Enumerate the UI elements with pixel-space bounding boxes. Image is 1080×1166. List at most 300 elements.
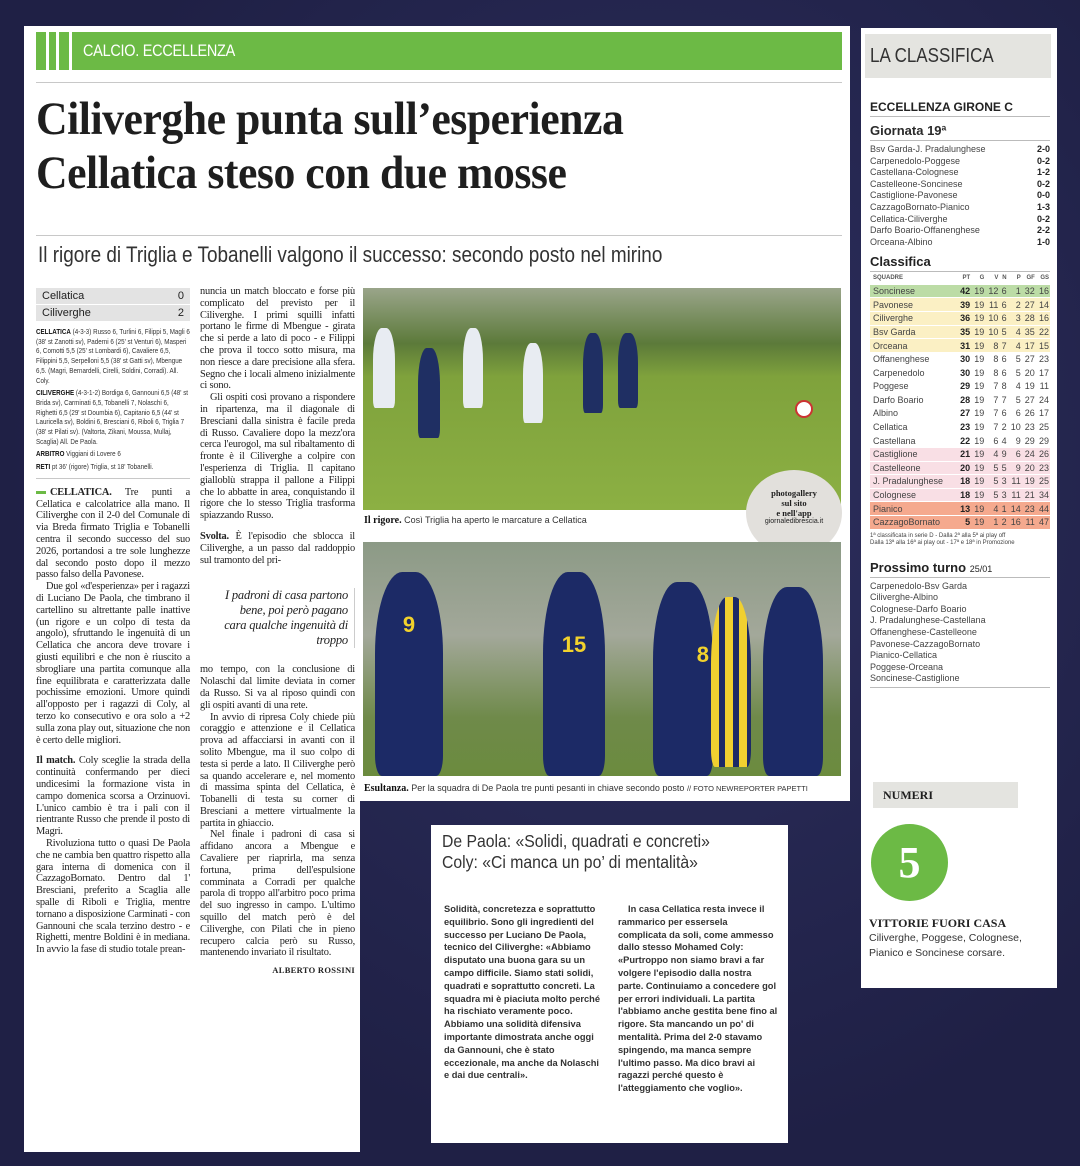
stat-cell: 19: [1022, 475, 1036, 489]
stat-cell: 10: [1008, 420, 1022, 434]
stat-cell: 20: [1022, 366, 1036, 380]
caption-lead: Esultanza.: [364, 783, 409, 794]
stat-cell: 12: [985, 284, 999, 298]
team-name: Albino: [870, 407, 957, 421]
headline-line-2: Cellatica steso con due mosse: [36, 147, 567, 199]
stat-cell: 11: [1008, 475, 1022, 489]
stat-cell: 7: [985, 393, 999, 407]
interview-title-line: De Paola: «Solidi, quadrati e concreti»: [442, 831, 710, 851]
stat-cell: 19: [971, 325, 985, 339]
stat-cell: 21: [1022, 488, 1036, 502]
paragraph-text: Tre punti a Cellatica e calcolatrice alla mano. Il Ciliverghe con il 2-0 del Comunale di via Breda firmato Triglia e Tobanelli centra il secondo successo del suo 2026, portandosi a tre sole lunghezze dal secondo posto dopo il mezzo passo falso della Pavonese.: [36, 486, 190, 581]
paragraph: Gli ospiti così provano a rispondere in ripartenza, ma il diagonale di Bresciani dalla sinistra è facile preda di Russo. Cavaliere dopo la mezz'ora cerca l'eurogol, ma sul ribaltamento di fronte è il Ciliverghe a colpire con l'esperienza di Triglia. Il capitano gialloblù strappa il pallone a Filippi che lo abbatte in area, conquistando il rigore che lo stesso Triglia trasforma spiazzando Russo.: [200, 392, 355, 522]
result-match: Carpenedolo-Poggese: [870, 155, 961, 166]
stat-cell: 3: [1008, 312, 1022, 326]
stat-cell: 20: [957, 461, 971, 475]
goals: [36, 462, 190, 472]
stat-cell: 6: [999, 352, 1007, 366]
team-goals: 0: [177, 290, 184, 302]
referee-label: ARBITRO: [36, 449, 65, 459]
player-figure: [418, 348, 440, 438]
standings-row: [870, 461, 1050, 475]
sidebar-header: [865, 34, 1051, 78]
subheadline: Il rigore di Triglia e Tobanelli valgono il successo: secondo posto nel mirino: [38, 242, 663, 267]
standings-row: [870, 475, 1050, 489]
divider: [36, 235, 842, 236]
stat-cell: 19: [971, 488, 985, 502]
stat-cell: 27: [1022, 298, 1036, 312]
interview-column-2: In casa Cellatica resta invece il rammarico per essersela complicata da soli, come ammesso dallo stesso Mohamed Coly: «Purtroppo non siamo bravi a far volgere l'episodio dalla nostra parte. Continuiamo a concedere gol per errori individuali. La partita l'abbiamo anche gestita bene fino al rigore. Sta mancando un po' di mentalità. Prima del 2-0 stavamo spingendo, ma manca sempre l'ultimo passo. Ma dico bravi ai ragazzi perché questo è l'atteggiamento che voglio».: [618, 904, 778, 1094]
stat-cell: 32: [1022, 284, 1036, 298]
stat-cell: 11: [985, 298, 999, 312]
stat-cell: 19: [971, 515, 985, 529]
stat-cell: 4: [1008, 339, 1022, 353]
stat-cell: 19: [971, 407, 985, 421]
interview-column-1: Solidità, concretezza e soprattutto equilibrio. Sono gli ingredienti del successo per Luciano De Paola, tecnico del Ciliverghe: «Abbiamo disputato una buona gara su un campo difficile. Siamo stati solidi, quadrati e soprattutto concreti. La squadra mi è piaciuta molto perché ha rischiato veramente poco. Abbiamo una solidità difensiva importante dimostrata anche oggi da Gannouni, che è stato eccezionale, ma anche da Nolaschi e dai due centrali».: [444, 904, 601, 1081]
stat-cell: 28: [1022, 312, 1036, 326]
player-figure: [583, 333, 603, 413]
standings-row: [870, 366, 1050, 380]
fixture-row: Ciliverghe-Albino: [870, 592, 939, 603]
stat-cell: 47: [1036, 515, 1050, 529]
stat-cell: 19: [971, 502, 985, 516]
paragraph-text: È l'episodio che sblocca il Ciliverghe, a un passo dal raddoppio sul tramonto del pri-: [200, 530, 355, 566]
section-kicker: CALCIO. ECCELLENZA: [83, 41, 236, 60]
stat-cell: 17: [1036, 407, 1050, 421]
stat-cell: 19: [1022, 380, 1036, 394]
pull-quote: I padroni di casa partono bene, poi però pagano cara qualche ingenuità di troppo: [221, 588, 355, 648]
score-box: [36, 288, 190, 321]
stat-cell: 25: [1036, 420, 1050, 434]
player-figure: [763, 587, 823, 776]
result-row: [870, 237, 1050, 249]
article-column-1: [36, 288, 190, 956]
stat-cell: 31: [957, 339, 971, 353]
photo-caption: [364, 515, 587, 526]
gallery-line: e nell'app: [776, 508, 812, 518]
result-score: 0-0: [1036, 190, 1050, 201]
result-score: 0-2: [1036, 178, 1050, 189]
stat-cell: 4: [1008, 380, 1022, 394]
stat-cell: 11: [1008, 488, 1022, 502]
column-header: V: [985, 272, 999, 284]
number-text: Ciliverghe, Poggese, Colognese, Pianico e Soncinese corsare.: [869, 932, 1022, 959]
lineups: [36, 327, 190, 472]
column-header: P: [1008, 272, 1022, 284]
stat-cell: 19: [971, 393, 985, 407]
number-title: VITTORIE FUORI CASA: [869, 916, 1007, 930]
stat-cell: 1: [985, 515, 999, 529]
stat-cell: 16: [1008, 515, 1022, 529]
stat-cell: 6: [999, 298, 1007, 312]
standings-note: [870, 533, 1050, 548]
lineup-label: CILIVERGHE: [36, 388, 75, 398]
stat-cell: 17: [1036, 366, 1050, 380]
stat-cell: 11: [1036, 380, 1050, 394]
paragraph-text: Coly sceglie la strada della continuità confermando per dieci undicesimi la formazione vista in campo domenica scorsa a Orzinuovi. L'unico cambio è tra i pali con il rientrante Russo che prende il posto di Magri.: [36, 755, 190, 838]
standings-sidebar: [861, 28, 1057, 988]
result-match: Bsv Garda-J. Pradalunghese: [870, 144, 986, 154]
result-match: Castelleone-Soncinese: [870, 178, 963, 189]
team-goals: 2: [177, 307, 184, 319]
sidebar-header-text: LA CLASSIFICA: [870, 45, 994, 67]
stat-cell: 23: [957, 420, 971, 434]
interview-title: [442, 831, 710, 873]
stat-cell: 6: [1008, 447, 1022, 461]
stat-cell: 7: [999, 393, 1007, 407]
stat-cell: 8: [985, 366, 999, 380]
article-column-2: [200, 286, 355, 975]
league-title: ECCELLENZA GIRONE C: [870, 100, 1050, 117]
stat-cell: 8: [999, 380, 1007, 394]
team-name: J. Pradalunghese: [870, 475, 957, 489]
standings-title: Classifica: [870, 254, 1050, 272]
fixture-row: Colognese-Darfo Boario: [870, 603, 967, 614]
photo-credit: // FOTO NEWREPORTER PAPETTI: [686, 784, 808, 793]
stat-cell: 5: [985, 461, 999, 475]
result-row: [870, 225, 1050, 237]
result-row: [870, 167, 1050, 179]
stat-cell: 6: [999, 284, 1007, 298]
result-row: [870, 190, 1050, 202]
interview-title-line: Coly: «Ci manca un po’ di mentalità»: [442, 852, 698, 872]
team-name: Bsv Garda: [870, 325, 957, 339]
stat-cell: 7: [985, 420, 999, 434]
caption-lead: Il rigore.: [364, 515, 402, 526]
column-header: GS: [1036, 272, 1050, 284]
next-round-title: [870, 560, 1050, 578]
divider: [36, 82, 842, 83]
paragraph: mo tempo, con la conclusione di Nolaschi dal limite deviata in corner da Russo. Si va al riposo quindi con gli ospiti avanti di una rete.: [200, 664, 355, 711]
team-name: Pianico: [870, 502, 957, 516]
stat-cell: 6: [1008, 407, 1022, 421]
stat-cell: 42: [957, 284, 971, 298]
interview-box: [431, 825, 788, 1143]
stat-cell: 8: [985, 339, 999, 353]
standings-header-row: [870, 272, 1050, 284]
stat-cell: 22: [1036, 325, 1050, 339]
stat-cell: 19: [971, 366, 985, 380]
standings-row: [870, 447, 1050, 461]
stat-cell: 23: [1022, 420, 1036, 434]
player-figure: [523, 343, 543, 423]
stat-cell: 5: [957, 515, 971, 529]
standings-row: [870, 434, 1050, 448]
paragraph: Nel finale i padroni di casa si affidano ancora a Mbengue e Cavaliere per riaprirla, ma senza fortuna, prima dell'espulsione comminata a Corradi per qualche parola di troppo all'arbitro poco prima del suo ingresso in campo. L'ultimo squillo del match però è del Ciliverghe, con Pilati che in pieno recupero calcia però su Russo, mantenendo invariato il risultato.: [200, 829, 355, 959]
fixture-row: Offanenghese-Castelleone: [870, 626, 977, 637]
gallery-line: sul sito: [781, 498, 807, 508]
stat-cell: 29: [957, 380, 971, 394]
stat-cell: 19: [971, 352, 985, 366]
result-score: 0-2: [1036, 213, 1050, 224]
stat-cell: 30: [957, 366, 971, 380]
team-name: Cellatica: [870, 420, 957, 434]
stat-cell: 18: [957, 475, 971, 489]
stat-cell: 19: [971, 434, 985, 448]
stat-cell: 6: [985, 434, 999, 448]
stat-cell: 30: [957, 352, 971, 366]
dateline: CELLATICA.: [50, 486, 112, 498]
standings-row: [870, 352, 1050, 366]
stat-cell: 4: [999, 434, 1007, 448]
stat-cell: 36: [957, 312, 971, 326]
player-figure: 15: [543, 572, 605, 776]
stat-cell: 19: [971, 284, 985, 298]
paragraph: [36, 755, 190, 838]
lead-marker: [36, 491, 46, 494]
next-date: 25/01: [969, 563, 993, 574]
stat-cell: 28: [957, 393, 971, 407]
result-score: 1-2: [1036, 167, 1050, 178]
lineup-ciliverghe: [36, 388, 190, 446]
stat-cell: 35: [1022, 325, 1036, 339]
stat-cell: 15: [1036, 339, 1050, 353]
result-match: Castiglione-Pavonese: [870, 190, 958, 201]
result-match: Cellatica-Ciliverghe: [870, 213, 948, 224]
team-name: Offanenghese: [870, 352, 957, 366]
stat-cell: 5: [1008, 352, 1022, 366]
big-number: 5: [871, 824, 948, 901]
score-row: [36, 288, 190, 304]
team-name: Orceana: [870, 339, 957, 353]
stat-cell: 26: [1022, 407, 1036, 421]
stat-cell: 19: [971, 461, 985, 475]
stat-cell: 5: [999, 461, 1007, 475]
standings-row: [870, 298, 1050, 312]
result-row: [870, 202, 1050, 214]
stat-cell: 16: [1036, 284, 1050, 298]
stat-cell: 1: [999, 502, 1007, 516]
standings-row: [870, 502, 1050, 516]
round-title: Giornata 19ª: [870, 123, 1050, 141]
stat-cell: 10: [985, 312, 999, 326]
stat-cell: 1: [1008, 284, 1022, 298]
player-figure: [618, 333, 638, 408]
stat-cell: 34: [1036, 488, 1050, 502]
headline-line-1: Ciliverghe punta sull’esperienza: [36, 93, 624, 145]
stat-cell: 4: [1008, 325, 1022, 339]
column-header: G: [971, 272, 985, 284]
team-name: Poggese: [870, 380, 957, 394]
article-column-1-text: [36, 487, 190, 956]
stat-cell: 4: [985, 447, 999, 461]
stat-cell: 5: [985, 488, 999, 502]
column-header: PT: [957, 272, 971, 284]
stat-cell: 13: [957, 502, 971, 516]
stat-cell: 27: [1022, 393, 1036, 407]
divider: [36, 478, 190, 479]
result-score: 2-2: [1036, 225, 1050, 236]
team-name: Ciliverghe: [42, 307, 91, 319]
stat-cell: 14: [1008, 502, 1022, 516]
standings-row: [870, 407, 1050, 421]
byline: ALBERTO ROSSINI: [272, 965, 355, 976]
result-row: [870, 156, 1050, 168]
fixture-row: Pianico-Cellatica: [870, 650, 938, 661]
team-name: Ciliverghe: [870, 312, 957, 326]
stat-cell: 18: [957, 488, 971, 502]
paragraph: Due gol «d'esperienza» per i ragazzi di Luciano De Paola, che timbrano il cartellino su altrettante palle inattive (un rigore e un colpo di testa da angolo), sfruttando le ingenuità di un Cellatica che ancora deve trovare i giusti equilibri e che non è riuscito a sbrogliare una partita comunque alla fine equilibrata e caratterizzata dalle pochissime emozioni. Umore quindi all'opposto per i ragazzi di Coly, al terzo ko consecutivo e ora solo a +2 sulla zona play out, situazione che non è certo delle migliori.: [36, 581, 190, 746]
stat-cell: 3: [999, 488, 1007, 502]
stat-cell: 17: [1022, 339, 1036, 353]
standings-row: [870, 325, 1050, 339]
stat-cell: 2: [999, 420, 1007, 434]
team-name: Cellatica: [42, 290, 85, 302]
stat-cell: 5: [999, 325, 1007, 339]
stat-cell: 26: [1036, 447, 1050, 461]
column-header: GF: [1022, 272, 1036, 284]
stat-cell: 19: [971, 339, 985, 353]
result-match: CazzagoBornato-Pianico: [870, 201, 970, 212]
fixture-row: Poggese-Orceana: [870, 661, 944, 672]
stat-cell: 29: [1036, 434, 1050, 448]
stat-cell: 19: [971, 380, 985, 394]
fixture-row: J. Pradalunghese-Castellana: [870, 615, 986, 626]
goals-text: pt 36' (rigore) Triglia, st 18' Tobanelli.: [51, 462, 154, 472]
stat-cell: 4: [985, 502, 999, 516]
headline: [36, 92, 623, 200]
standings-row: [870, 393, 1050, 407]
stat-cell: 23: [1036, 461, 1050, 475]
stat-cell: 23: [1022, 502, 1036, 516]
stat-cell: 24: [1022, 447, 1036, 461]
caption-text: Così Triglia ha aperto le marcature a Cellatica: [404, 515, 587, 525]
paragraph: Rivoluziona tutto o quasi De Paola che ne cambia ben quattro rispetto alla gara interna di domenica con il CazzagoBornato. Dentro dal 1' Bresciani, preferito a Scaglia alle spalle di Riboli e Triglia, mentre tornano a disposizione Carminati - con Gannouni che scala terzino destro - e Righetti, mentre Boldini è in mediana. In avvio la fase di studio totale prean-: [36, 837, 190, 956]
result-match: Darfo Boario-Offanenghese: [870, 225, 980, 236]
paragraph: [36, 487, 190, 581]
stat-cell: 5: [1008, 393, 1022, 407]
stat-cell: 9: [999, 447, 1007, 461]
lineup-text: (4-3-3) Russo 6, Turlini 6, Filippi 5, Magli 6 (38' st Zanotti sv), Paderni 6 (25' st Venturi 6), Masperi 6, Comotti 5,5 (25' st Lombardi 6), Cavaliere 6,5, Filippini 5,5, Serpelloni 5,5 (38' st Gatti sv), Mbengue 6,5. (Magri, Bernardelli, Cirelli, Soldini, Corradi). All. Coly.: [36, 327, 190, 385]
paragraph: [200, 531, 355, 566]
photo-caption: [364, 783, 808, 794]
referee: [36, 449, 190, 459]
stat-cell: 14: [1036, 298, 1050, 312]
gallery-line: photogallery: [771, 488, 817, 498]
caption-text: Per la squadra di De Paola tre punti pesanti in chiave secondo posto: [411, 783, 685, 793]
section-band: [36, 32, 842, 70]
gallery-url[interactable]: giornaledibrescia.it: [764, 518, 824, 525]
stat-cell: 6: [999, 366, 1007, 380]
team-name: Soncinese: [870, 284, 957, 298]
player-figure: [463, 328, 483, 408]
stat-cell: 6: [999, 312, 1007, 326]
team-name: Castellana: [870, 434, 957, 448]
stat-cell: 24: [1036, 393, 1050, 407]
stat-cell: 5: [985, 475, 999, 489]
stat-cell: 7: [999, 339, 1007, 353]
stat-cell: 25: [1036, 475, 1050, 489]
stat-cell: 21: [957, 447, 971, 461]
photo-celebration[interactable]: [363, 542, 841, 776]
team-name: Pavonese: [870, 298, 957, 312]
stat-cell: 22: [957, 434, 971, 448]
result-score: 2-0: [1036, 144, 1050, 154]
column-header: SQUADRE: [870, 272, 957, 284]
stat-cell: 8: [985, 352, 999, 366]
stat-cell: 7: [985, 380, 999, 394]
standings-row: [870, 312, 1050, 326]
stat-cell: 5: [1008, 366, 1022, 380]
goals-label: RETI: [36, 462, 51, 472]
results-list: [870, 144, 1050, 248]
player-figure: [373, 328, 395, 408]
stat-cell: 35: [957, 325, 971, 339]
team-name: Carpenedolo: [870, 366, 957, 380]
stat-cell: 3: [999, 475, 1007, 489]
stat-cell: 27: [957, 407, 971, 421]
team-name: CazzagoBornato: [870, 515, 957, 529]
player-figure: [711, 597, 751, 767]
stat-cell: 9: [1008, 434, 1022, 448]
column-header: N: [999, 272, 1007, 284]
result-row: [870, 179, 1050, 191]
standings-row: [870, 339, 1050, 353]
referee-text: Viggiani di Lovere 6: [66, 449, 121, 459]
standings-table: [870, 272, 1050, 529]
team-name: Castiglione: [870, 447, 957, 461]
stat-cell: 19: [971, 475, 985, 489]
league-block: [870, 100, 1050, 688]
fixture-row: Soncinese-Castiglione: [870, 673, 960, 684]
result-score: 1-3: [1036, 201, 1050, 212]
lineup-text: (4-3-1-2) Bordiga 6, Gannouni 6,5 (48' st Brida sv), Carminati 6,5, Tobanelli 7, Nolaschi 6, Righetti 6,5 (29' st Doumbia 6), Capitanio 6,5 (44' st Lauricella sv), Boldini 6, Bresciani 6, Riboli 6, Triglia 7 (38' st Pilati sv). (Valtorta, Zikani, Moussa, Mullaj, Scaglia) All. De Paola.: [36, 388, 189, 446]
lineup-label: CELLATICA: [36, 327, 71, 336]
paragraph: nuncia un match bloccato e forse più complicato del previsto per il Ciliverghe. I primi squilli infatti portano le firme di Mbengue - girata che si perde a lato di poco - e Filippi che prova il tocco sotto misura, ma non riesce a dare precisione alla sfera. Segno che i locali almeno inizialmente ci sono.: [200, 286, 355, 392]
result-score: 0-2: [1036, 155, 1050, 166]
result-match: Orceana-Albino: [870, 236, 933, 247]
number-description: [869, 916, 1055, 961]
numbers-header: NUMERI: [873, 782, 1018, 808]
result-row: [870, 144, 1050, 156]
stat-cell: 11: [1022, 515, 1036, 529]
stat-cell: 19: [971, 312, 985, 326]
result-match: Castellana-Colognese: [870, 167, 959, 178]
result-row: [870, 214, 1050, 226]
team-name: Castelleone: [870, 461, 957, 475]
stat-cell: 29: [1022, 434, 1036, 448]
note-line: Dalla 13ª alla 16ª ai play out - 17ª e 18ª in Promozione: [870, 540, 1015, 547]
standings-row: [870, 284, 1050, 298]
stat-cell: 19: [971, 298, 985, 312]
fixture-row: Carpenedolo-Bsv Garda: [870, 580, 968, 591]
stat-cell: 19: [971, 447, 985, 461]
paragraph-lead: Svolta.: [200, 530, 229, 542]
team-name: Colognese: [870, 488, 957, 502]
standings-row: [870, 380, 1050, 394]
team-name: Darfo Boario: [870, 393, 957, 407]
stat-cell: 2: [1008, 298, 1022, 312]
stat-cell: 16: [1036, 312, 1050, 326]
result-score: 1-0: [1036, 236, 1050, 247]
standings-row: [870, 420, 1050, 434]
ball-icon: [795, 400, 813, 418]
stat-cell: 2: [999, 515, 1007, 529]
section-bars-decoration: [46, 32, 72, 70]
stat-cell: 23: [1036, 352, 1050, 366]
player-figure: 9: [375, 572, 443, 776]
stat-cell: 6: [999, 407, 1007, 421]
lineup-cellatica: [36, 327, 190, 385]
stat-cell: 19: [971, 420, 985, 434]
stat-cell: 39: [957, 298, 971, 312]
player-figure: 8: [653, 582, 713, 776]
fixture-row: Pavonese-CazzagoBornato: [870, 638, 981, 649]
standings-row: [870, 515, 1050, 529]
score-row: [36, 305, 190, 321]
next-fixtures-list: [870, 581, 1050, 688]
paragraph: In avvio di ripresa Coly chiede più coraggio e attenzione e il Cellatica prova ad affacciarsi in avanti con il solito Mbengue, ma il suo colpo di testa si perde a lato. Il Ciliverghe però sa quando accelerare e, nel momento di massima spinta del Cellatica, è Tobanelli di testa su corner di Bresciani a mettere virtualmente la partita in ghiaccio.: [200, 711, 355, 829]
